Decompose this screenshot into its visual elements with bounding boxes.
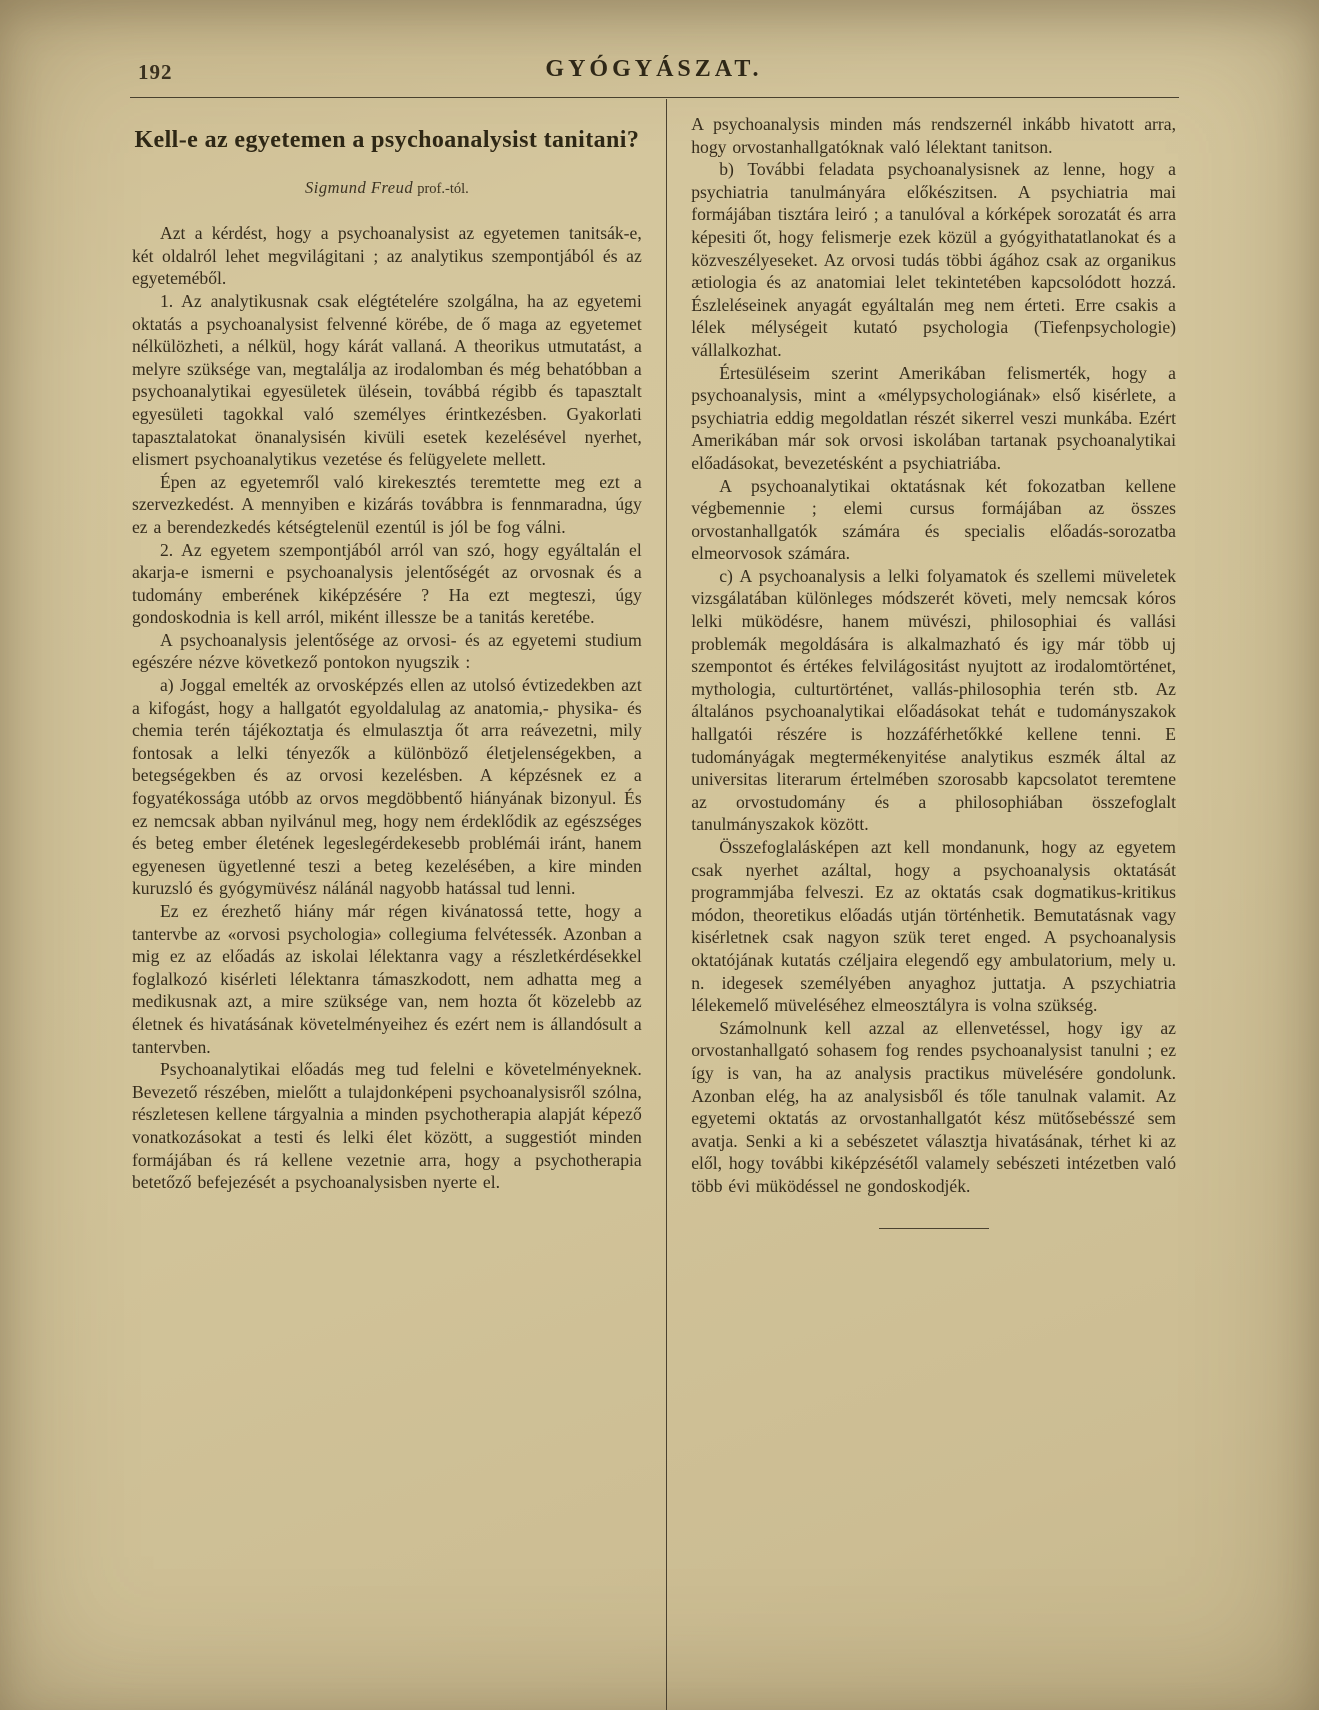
two-column-layout [132, 99, 1176, 1710]
article-paragraph: A psychoanalytikai oktatásnak két fokozatban kellene végbemennie ; elemi cursus formájában az összes orvostanhallgatók számára és specialis előadás-sorozatba elmeorvosok számára. [691, 475, 1176, 564]
column-divider-rule [666, 99, 668, 1710]
article-paragraph: Azt a kérdést, hogy a psychoanalysist az egyetemen tanitsák-e, két oldalról lehet megvilágitani ; az analytikus szempontjából és az egyeteméből. [132, 223, 642, 289]
article-paragraph: Ez ez érezhető hiány már régen kivánatossá tette, hogy a tantervbe az «orvosi psychologia» collegiuma felvétessék. Azonban a mig ez az előadás az iskolai lélektanra vagy a részletkérdésekkel foglalkozó kisérleti lélektanra támaszkodott, nem adhatta meg a medikusnak azt, a mire szüksége van, nem hozta őt közelebb az életnek és hivatásának követelményeihez és ezért nem is állandósult a tantervben. [132, 901, 642, 1057]
article-paragraph: 1. Az analytikusnak csak elégtételére szolgálna, ha az egyetemi oktatás a psychoanalysist felvenné körébe, de ő maga az egyetemet nélkülözheti, a nélkül, hogy kárát vallaná. A theorikus utmutatást, a melyre szüksége van, megtalálja az irodalomban és még behatóbban a psychoanalytikai egyesületek ülésein, továbbá régibb és tapasztalt egyesületi tagokkal való személyes érintkezésben. Gyakorlati tapasztalatokat önanalysisén kivüli esetek kezelésével nyerhet, elismert psychoanalytikus vezetése és felügyelete mellett. [132, 290, 642, 470]
article-paragraph: A psychoanalysis minden más rendszernél inkább hivatott arra, hogy orvostanhallgatóknak való lélektant tanitson. [691, 114, 1176, 157]
header-divider-rule [130, 97, 1179, 98]
article-paragraph: b) További feladata psychoanalysisnek az lenne, hogy a psychiatria tanulmányára előkészitsen. A psychiatria mai formájában tisztára leiró ; a tanulóval a kórképek sorozatát és arra képesiti őt, hogy felismerje ezek közül a gyógyithatatlanokat és a közveszélyeseket. Az orvosi tudás többi ágához csak az organikus ætiologia és az anatomiai lelet tekintetében kapcsolódott hozzá. Észleléseinek anyagát egyáltalán meg nem érteti. Erre csakis a lélek mélységeit kutató psychologia (Tiefenpsychologie) vállalkozhat. [691, 159, 1176, 360]
left-column [132, 99, 642, 1710]
article-paragraph: Összefoglalásképen azt kell mondanunk, hogy az egyetem csak nyerhet azáltal, hogy a psychoanalysis oktatását programmjába felveszi. Ez az oktatás csak dogmatikus-kritikus módon, theoretikus előadás utján történhetik. Bemutatásnak vagy kisérletnek csak nagyon szük teret enged. A psychoanalysis oktatójának kutatás czéljaira elegendő egy ambulatorium, mely u. n. idegesek személyében anyaghoz juttatja. A pszychiatria lélekemelő müveléséhez elmeosztályra is volna szükség. [691, 837, 1176, 1016]
article-paragraph: Épen az egyetemről való kirekesztés teremtette meg ezt a szervezkedést. A mennyiben e kizárás továbbra is fennmaradna, úgy ez a berendezkedés kétségtelenül ezentúl is jól be fog válni. [132, 471, 642, 537]
left-column-text [132, 222, 642, 1194]
article-paragraph: a) Joggal emelték az orvosképzés ellen az utolsó évtizedekben azt a kifogást, hogy a hallgatót egyoldalulag az anatomia,- physika- és chemia terén tájékoztatja és elmulasztja őt arra reávezetni, mily fontosak a lelki tényezők a különböző életjelenségekben, a betegségekben és az orvosi kezelésben. A képzésnek ez a fogyatékossága utóbb az orvos megdöbbentő hiányának bizonyul. És ez nemcsak abban nyilvánul meg, hogy nem érdeklődik az egészséges és beteg ember életének legeslegérdekesebb problémái iránt, hanem egyenesen ügyetlenné teszi a beteg kezelésében, a kire minden kuruzsló és gyógymüvész nálánál nagyobb hatással tud lenni. [132, 675, 642, 899]
page-header [132, 56, 1176, 92]
journal-title: GYÓGYÁSZAT. [545, 56, 763, 82]
article-paragraph: Számolnunk kell azzal az ellenvetéssel, hogy igy az orvostanhallgató sohasem fog rendes psychoanalysist tanulni ; ez így is van, ha az analysis practikus müvelésére gondolunk. Azonban elég, ha az analysisből és tőle tanulnak valamit. Az egyetemi oktatás az orvostanhallgatót kész mütősebésszé sem avatja. Senki a ki a sebészetet választja hivatásának, térhet ki az elől, hogy további kiképzésétől valamely sebészeti intézetben való több évi müködéssel ne gondoskodjék. [691, 1017, 1176, 1196]
article-title: Kell-e az egyetemen a psychoanalysist tanitani? [134, 127, 640, 153]
right-column-text [691, 113, 1176, 1198]
page-number: 192 [138, 60, 173, 84]
article-paragraph: Psychoanalytikai előadás meg tud felelni e követelményeknek. Bevezető részében, mielőtt a tulajdonképeni psychoanalysisről szólna, részletesen kellene tárgyalnia a minden psychotherapia alapját képező vonatkozásokat a testi és lelki élet között, a suggestiót minden formájában és rá kellene vezetnie arra, hogy a psychotherapia betetőző befejezését a psychoanalysisben nyerte el. [132, 1059, 642, 1193]
article-paragraph: 2. Az egyetem szempontjából arról van szó, hogy egyáltalán el akarja-e ismerni e psychoanalysis jelentőségét az orvosnak és a tudomány emberének kiképzésére ? Ha ezt megteszi, úgy gondoskodnia is kell arról, miként illessze be a tanitás keretébe. [132, 539, 642, 628]
author-suffix: prof.-tól. [417, 181, 469, 198]
article-paragraph: c) A psychoanalysis a lelki folyamatok és szellemi müveletek vizsgálatában különleges módszerét követi, mely nemcsak kóros lelki müködésre, hanem müvészi, philosophiai és vallási problemák megoldására is alkalmazható és igy már több uj szempontot és értékes felvilágositást nyujtott az irodalomtörténet, mythologia, culturtörténet, vallás-philosophia terén stb. Az általános psychoanalytikai előadásokat tehát e tudományszakok hallgatói részére is hozzáférhetőkké kellene tenni. E tudományágak megtermékenyitése analytikus eszmék által az universitas literarum értelmében szorosabb kapcsolatot teremtene az orvostudomány és a philosophiában összefoglalt tanulmányszakok között. [691, 565, 1176, 835]
author-name: Sigmund Freud [304, 178, 414, 198]
article-paragraph: A psychoanalysis jelentősége az orvosi- és az egyetemi studium egészére nézve következő pontokon nyugszik : [132, 629, 642, 673]
article-paragraph: Értesüléseim szerint Amerikában felismerték, hogy a psychoanalysis, mint a «mélypsychologiának» első kisérlete, a psychiatria eddig megoldatlan részét sikerrel veszi munkába. Ezért Amerikában már sok orvosi iskolában tartanak psychoanalytikai előadásokat, bevezetésként a psychiatriába. [691, 362, 1176, 473]
article-byline [132, 178, 642, 198]
article-end-rule [879, 1228, 989, 1229]
right-column [691, 99, 1176, 1710]
